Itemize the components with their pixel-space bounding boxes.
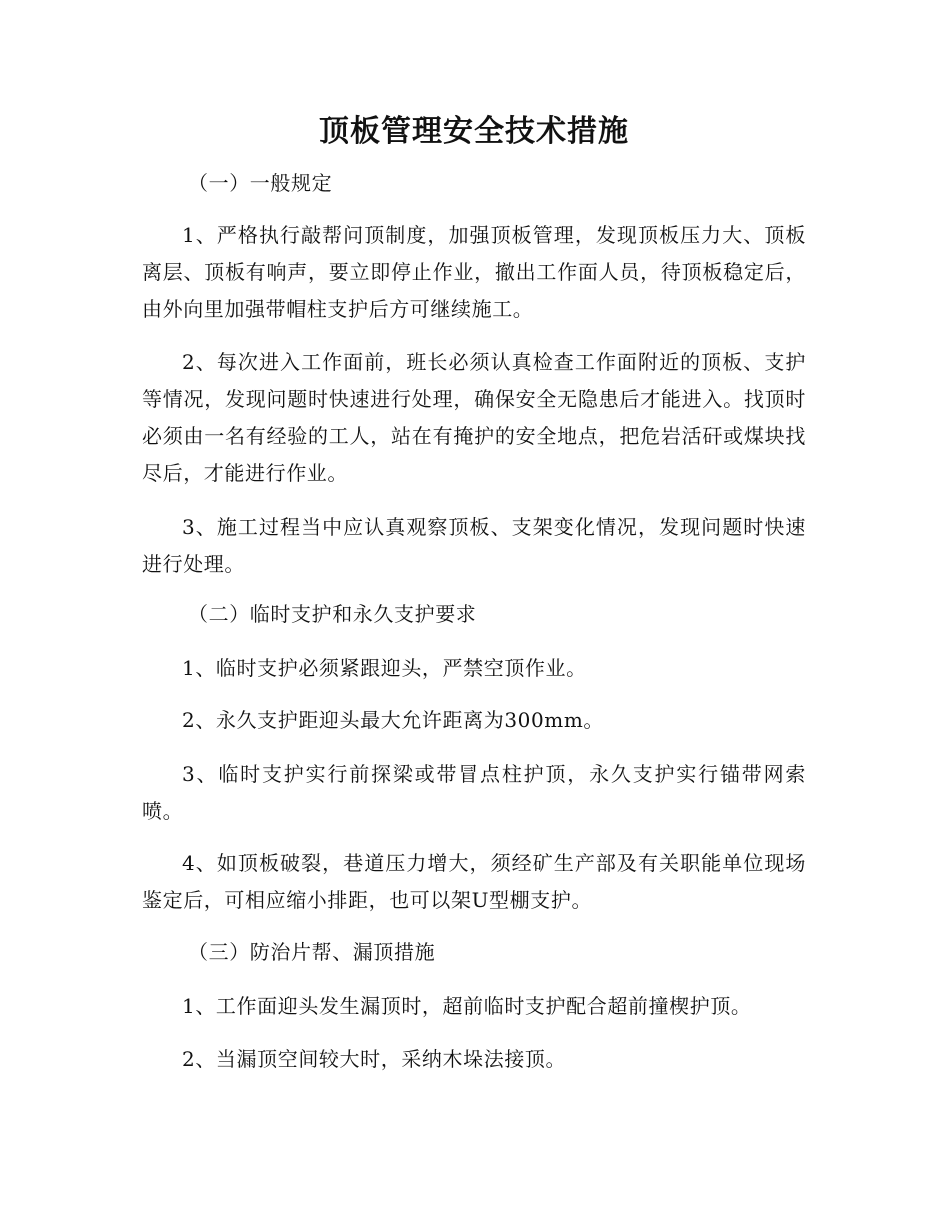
paragraph: 1、严格执行敲帮问顶制度，加强顶板管理，发现顶板压力大、顶板离层、顶板有响声，要立即停止作业，撤出工作面人员，待顶板稳定后，由外向里加强带帽柱支护后方可继续施工。 (142, 223, 806, 321)
paragraph: 2、永久支护距迎头最大允许距离为300mm。 (182, 708, 605, 732)
paragraph: 3、施工过程当中应认真观察顶板、支架变化情况，发现问题时快速进行处理。 (142, 515, 806, 576)
paragraph: 1、工作面迎头发生漏顶时，超前临时支护配合超前撞楔护顶。 (182, 994, 752, 1018)
section-heading-prevention: （三）防治片帮、漏顶措施 (188, 940, 436, 964)
paragraph: 1、临时支护必须紧跟迎头，严禁空顶作业。 (182, 656, 587, 680)
paragraph: 4、如顶板破裂，巷道压力增大，须经矿生产部及有关职能单位现场鉴定后，可相应缩小排距，也可以架U型棚支护。 (142, 851, 806, 912)
section-heading-support: （二）临时支护和永久支护要求 (188, 602, 477, 626)
document-title: 顶板管理安全技术措施 (319, 114, 629, 149)
paragraph: 2、每次进入工作面前，班长必须认真检查工作面附近的顶板、支护等情况，发现问题时快速进行处理，确保安全无隐患后才能进入。找顶时必须由一名有经验的工人，站在有掩护的安全地点，把危岩活矸或煤块找尽后，才能进行作业。 (142, 350, 806, 485)
section-heading-general: （一）一般规定 (188, 171, 333, 195)
paragraph: 3、临时支护实行前探梁或带冒点柱护顶，永久支护实行锚带网索喷。 (142, 762, 806, 823)
paragraph: 2、当漏顶空间较大时，采纳木垛法接顶。 (182, 1047, 567, 1071)
